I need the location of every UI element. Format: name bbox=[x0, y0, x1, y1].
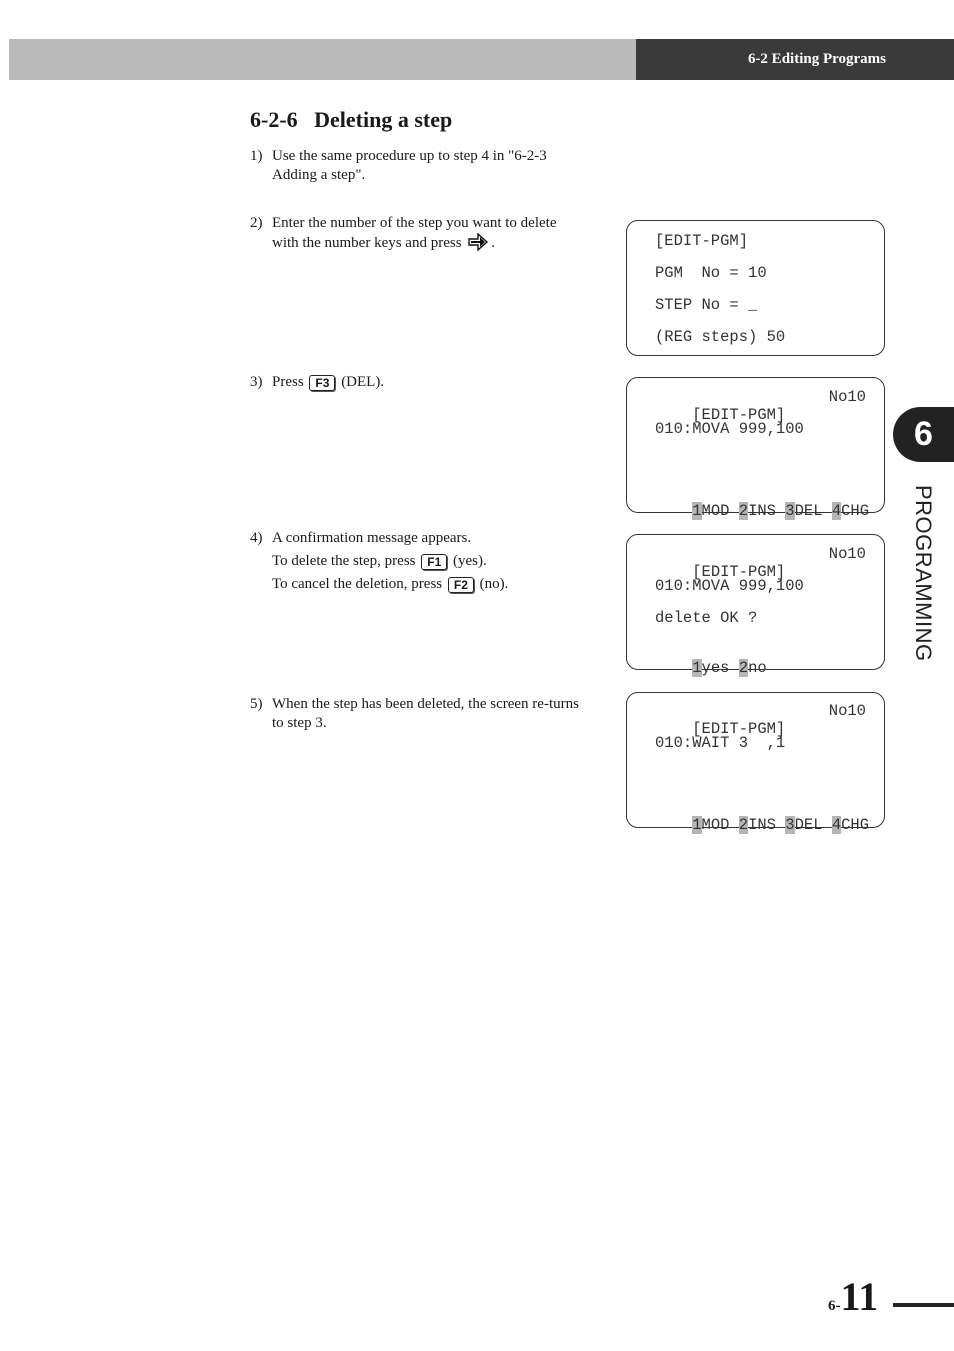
menu-label: INS bbox=[748, 816, 786, 834]
step-text-after: (DEL). bbox=[341, 374, 385, 390]
menu-key-number: 4 bbox=[831, 502, 842, 520]
menu-label: DEL bbox=[794, 816, 832, 834]
lcd-line: (REG steps) 50 bbox=[655, 328, 786, 346]
menu-key-number: 2 bbox=[738, 659, 749, 677]
menu-key-number: 4 bbox=[831, 816, 842, 834]
step-number: 5) bbox=[250, 696, 263, 712]
menu-label: MOD bbox=[701, 816, 739, 834]
chapter-number: 6 bbox=[914, 415, 933, 453]
chapter-label: PROGRAMMING bbox=[911, 485, 936, 662]
lcd-title: [EDIT-PGM] bbox=[692, 563, 786, 581]
step-1 bbox=[250, 147, 580, 185]
lcd-title: [EDIT-PGM] bbox=[692, 720, 786, 738]
lcd-line: [EDIT-PGM] bbox=[655, 232, 749, 250]
menu-label: CHG bbox=[841, 816, 870, 834]
step-text: When the step has been deleted, the screen re-turns to step 3. bbox=[272, 696, 579, 731]
menu-label: DEL bbox=[794, 502, 832, 520]
section-title: 6-2-6 Deleting a step bbox=[250, 107, 453, 132]
menu-key-number: 1 bbox=[692, 502, 702, 520]
menu-key-number: 2 bbox=[738, 816, 749, 834]
step-3 bbox=[250, 373, 580, 392]
page-number bbox=[828, 1274, 879, 1319]
step-text: A confirmation message appears. bbox=[272, 530, 472, 546]
lcd-line: PGM No = 10 bbox=[655, 264, 767, 282]
step-text-after: (yes). bbox=[453, 553, 487, 569]
menu-key-number: 3 bbox=[785, 502, 795, 520]
step-text-after: (no). bbox=[479, 576, 509, 592]
f3-key-icon: F3 bbox=[309, 375, 335, 391]
step-text: Use the same procedure up to step 4 in "6-2-3 Adding a step". bbox=[272, 148, 547, 183]
lcd-line bbox=[655, 452, 866, 472]
step-text: To delete the step, press bbox=[272, 553, 416, 569]
menu-key-number: 3 bbox=[785, 816, 795, 834]
lcd-screen-2 bbox=[626, 377, 885, 520]
menu-key-number: 1 bbox=[692, 816, 702, 834]
menu-label: INS bbox=[748, 502, 786, 520]
lcd-menu bbox=[655, 641, 866, 677]
step-number: 2) bbox=[250, 215, 263, 231]
step-4 bbox=[250, 529, 580, 594]
f2-key-icon: F2 bbox=[448, 577, 474, 593]
lcd-line: 010:MOVA 999,100 bbox=[655, 420, 804, 438]
header-section-text: 6-2 Editing Programs bbox=[747, 51, 886, 67]
lcd-screen-4 bbox=[626, 692, 885, 834]
lcd-menu bbox=[655, 798, 870, 834]
lcd-line: 010:WAIT 3 ,1 bbox=[655, 734, 786, 752]
lcd-line: STEP No = _ bbox=[655, 296, 758, 314]
step-5 bbox=[250, 695, 580, 733]
lcd-program-number: No10 bbox=[828, 388, 866, 406]
lcd-line: delete OK ? bbox=[655, 609, 758, 627]
step-text: To cancel the deletion, press bbox=[272, 576, 443, 592]
step-number: 3) bbox=[250, 374, 263, 390]
lcd-line: 010:MOVA 999,100 bbox=[655, 577, 804, 595]
menu-label: MOD bbox=[701, 502, 739, 520]
lcd-title: [EDIT-PGM] bbox=[692, 406, 786, 424]
menu-label: CHG bbox=[841, 502, 870, 520]
step-text: Enter the number of the step you want to delete with the number keys and press bbox=[272, 215, 557, 251]
lcd-program-number: No10 bbox=[828, 545, 866, 563]
menu-key-number: 1 bbox=[692, 659, 702, 677]
step-2 bbox=[250, 214, 580, 253]
page-number-value: 11 bbox=[840, 1274, 879, 1319]
menu-label: yes bbox=[701, 659, 739, 677]
enter-arrow-icon bbox=[467, 233, 489, 251]
header-section-label bbox=[636, 39, 954, 80]
chapter-tab bbox=[893, 407, 954, 462]
lcd-screen-1 bbox=[626, 220, 885, 356]
page-prefix: 6- bbox=[828, 1298, 841, 1314]
lcd-menu bbox=[655, 484, 870, 520]
step-number: 1) bbox=[250, 148, 263, 164]
lcd-screen-3 bbox=[626, 534, 885, 677]
menu-key-number: 2 bbox=[738, 502, 749, 520]
step-text: Press bbox=[272, 374, 304, 390]
step-text-after: . bbox=[491, 235, 496, 251]
page-rule bbox=[893, 1303, 954, 1307]
f1-key-icon: F1 bbox=[421, 554, 447, 570]
menu-label: no bbox=[748, 659, 767, 677]
header-bar bbox=[9, 39, 636, 80]
step-number: 4) bbox=[250, 530, 263, 546]
lcd-line bbox=[655, 766, 866, 786]
lcd-program-number: No10 bbox=[828, 702, 866, 720]
